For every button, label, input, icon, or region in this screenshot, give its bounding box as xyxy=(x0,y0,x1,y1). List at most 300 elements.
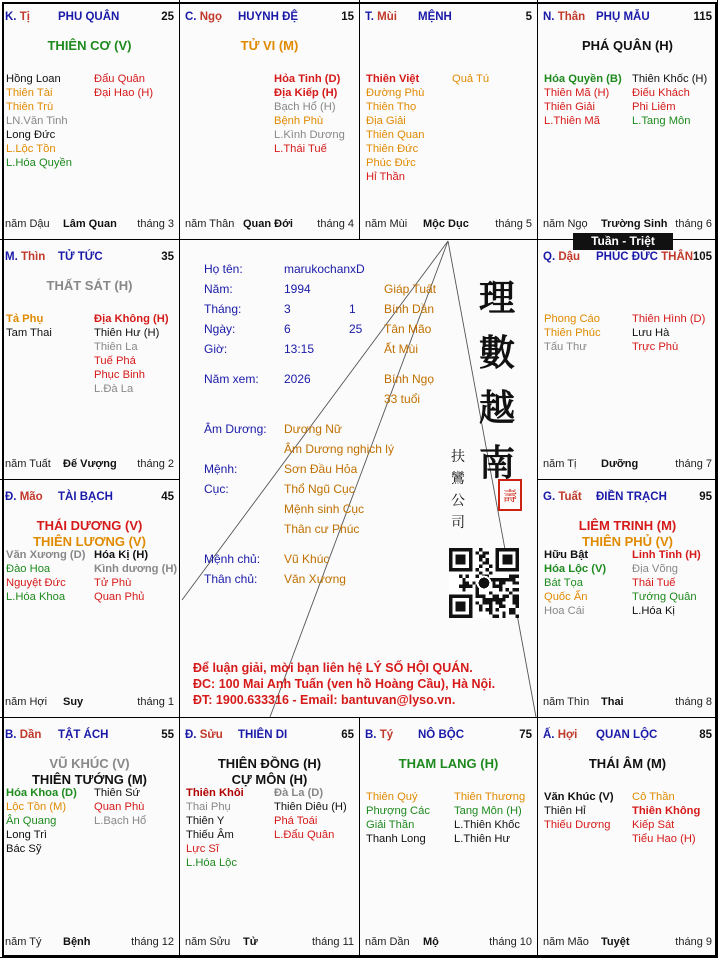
minor-stars-right xyxy=(274,72,345,156)
minor-star: Tả Phụ xyxy=(6,313,44,325)
palace-can: Đ. xyxy=(185,729,197,741)
palace-dai-han: 105 xyxy=(692,251,712,263)
minor-star: Thiên Hư (H) xyxy=(94,327,160,339)
palace-dai-han: 75 xyxy=(519,729,532,741)
minor-star: Thiên Quan xyxy=(366,129,425,141)
palace-chi: Sửu xyxy=(199,729,223,741)
palace-year: năm Sửu xyxy=(185,936,231,948)
palace-header xyxy=(543,491,712,505)
palace-can: Q. xyxy=(543,251,556,263)
minor-stars-right xyxy=(94,312,169,396)
minor-star: Long Đức xyxy=(6,129,56,141)
minor-star: Long Trì xyxy=(6,829,48,841)
palace-thin xyxy=(0,240,180,480)
label-ngay: Ngày: xyxy=(204,322,236,336)
palace-chi: Dậu xyxy=(558,251,581,263)
value-cuc-3: Thân cư Phúc xyxy=(284,522,360,536)
palace-dai-han: 95 xyxy=(699,491,712,503)
palace-stage: Tuyệt xyxy=(601,936,630,948)
minor-star: L.Đẩu Quân xyxy=(274,829,335,841)
minor-star: Điếu Khách xyxy=(632,87,690,99)
palace-dai-han: 35 xyxy=(161,251,174,263)
major-star: LIÊM TRINH (M) xyxy=(578,518,677,533)
palace-can: C. xyxy=(185,11,197,23)
value-nam-xem-can-chi: Bính Ngọ xyxy=(384,372,435,386)
value-menh-chu: Vũ Khúc xyxy=(284,552,330,566)
minor-star: Giải Thần xyxy=(366,819,415,831)
palace-month: tháng 7 xyxy=(675,458,712,470)
palace-year: năm Mão xyxy=(543,936,589,948)
palace-name xyxy=(238,11,298,23)
minor-stars-left xyxy=(366,790,430,846)
palace-can: N. xyxy=(543,11,555,23)
palace-dai-han: 5 xyxy=(525,11,532,23)
minor-star: Cô Thần xyxy=(632,791,675,803)
minor-star: Địa Kiếp (H) xyxy=(274,87,338,99)
palace-can: M. xyxy=(5,251,18,263)
minor-stars-right xyxy=(632,72,707,128)
value-nam-can-chi: Giáp Tuất xyxy=(384,282,437,296)
palace-title: TẬT ÁCH xyxy=(58,729,109,741)
palace-stage: Đế Vượng xyxy=(63,458,117,470)
minor-star: Thiên Phúc xyxy=(544,327,601,339)
minor-star: Thiên Tài xyxy=(6,87,53,99)
minor-star: Thiên Mã (H) xyxy=(544,87,610,99)
palace-title: THIÊN DI xyxy=(238,729,288,741)
minor-stars-left xyxy=(544,790,614,832)
palace-can: B. xyxy=(5,729,17,741)
minor-star: Tiểu Hao (H) xyxy=(632,833,696,845)
major-star: THIÊN ĐỒNG (H) xyxy=(217,756,322,771)
palace-footer xyxy=(543,458,712,472)
minor-star: Thiếu Dương xyxy=(544,819,611,831)
palace-footer xyxy=(5,218,174,232)
svg-text:司: 司 xyxy=(451,515,465,531)
minor-star: Linh Tinh (H) xyxy=(632,549,701,561)
palace-can: Đ. xyxy=(5,491,17,503)
major-star: TỬ VI (M) xyxy=(240,38,299,53)
major-star: VŨ KHÚC (V) xyxy=(49,756,130,771)
minor-star: Hóa Kị (H) xyxy=(94,549,149,561)
minor-star: LN.Văn Tinh xyxy=(6,115,68,127)
minor-stars-right xyxy=(94,548,177,604)
label-thang: Tháng: xyxy=(204,302,242,316)
minor-star: Thiên Sứ xyxy=(94,787,141,799)
palace-name xyxy=(58,251,103,263)
contact-line-1: Để luận giải, mời bạn liên hệ LÝ SỐ HỘI QUÁN. xyxy=(193,661,473,675)
major-star: THIÊN CƠ (V) xyxy=(47,38,132,53)
palace-footer xyxy=(365,218,532,232)
major-star: THIÊN LƯƠNG (V) xyxy=(33,534,146,549)
label-nam-xem: Năm xem: xyxy=(204,372,259,386)
minor-star: L.Hóa Kị xyxy=(632,605,675,617)
minor-star: Đại Hao (H) xyxy=(94,87,154,99)
minor-star: Bệnh Phù xyxy=(274,115,324,127)
palace-header xyxy=(543,729,712,743)
minor-star: Thiên Việt xyxy=(366,73,420,85)
palace-header xyxy=(543,251,712,265)
palace-header xyxy=(543,11,712,25)
value-cuc-2: Mệnh sinh Cục xyxy=(284,502,365,516)
palace-month: tháng 3 xyxy=(137,218,174,230)
minor-star: Bác Sỹ xyxy=(6,843,42,855)
palace-year: năm Dậu xyxy=(5,218,50,230)
palace-title: MỆNH xyxy=(418,11,452,23)
palace-stage: Bệnh xyxy=(63,936,91,948)
value-than-chu: Văn Xương xyxy=(284,572,346,586)
label-nam: Năm: xyxy=(204,282,233,296)
minor-stars-right xyxy=(94,72,153,100)
minor-star: Hóa Khoa (D) xyxy=(6,787,77,799)
tuan-triet-badge: Tuần - Triệt xyxy=(573,233,673,250)
palace-title: TỬ TỨC xyxy=(58,251,103,263)
value-cuc: Thổ Ngũ Cục xyxy=(284,482,355,496)
palace-stage: Dưỡng xyxy=(601,458,639,470)
palace-header xyxy=(5,11,174,25)
minor-star: Đẩu Quân xyxy=(94,73,145,85)
minor-star: L.Hóa Quyền xyxy=(6,157,72,169)
value-gio-can-chi: Ất Mùi xyxy=(384,342,419,356)
palace-chi: Mùi xyxy=(377,11,397,23)
palace-title: QUAN LỘC xyxy=(596,729,658,741)
palace-month: tháng 1 xyxy=(137,696,174,708)
minor-star: Thiên Hình (D) xyxy=(632,313,706,325)
svg-text:扶: 扶 xyxy=(451,449,465,465)
minor-star: Ân Quang xyxy=(6,815,57,827)
minor-stars-left xyxy=(6,312,52,340)
minor-star: Thiếu Âm xyxy=(186,829,234,841)
minor-star: Văn Xương (D) xyxy=(6,549,86,561)
value-ngay-duong: 6 xyxy=(284,322,291,336)
palace-can: G. xyxy=(543,491,556,503)
minor-star: Tam Thai xyxy=(6,327,52,339)
contact-line-3: ĐT: 1900.633316 - Email: bantuvan@lyso.vn. xyxy=(193,693,456,707)
minor-star: L.Tang Môn xyxy=(632,115,691,127)
minor-star: Phi Liêm xyxy=(632,101,676,113)
palace-dai-han: 65 xyxy=(341,729,354,741)
label-menh: Mệnh: xyxy=(204,462,238,476)
palace-header xyxy=(5,251,174,265)
palace-stage: Thai xyxy=(601,696,624,708)
minor-star: Phong Cáo xyxy=(544,313,600,325)
contact-line-2: ĐC: 100 Mai Anh Tuấn (ven hồ Hoàng Cầu), Hà Nội. xyxy=(193,677,496,691)
palace-name xyxy=(596,729,657,741)
minor-star: Đà La (D) xyxy=(274,787,324,799)
palace-footer xyxy=(543,218,712,232)
palace-month: tháng 11 xyxy=(311,936,354,948)
minor-star: Hóa Quyền (B) xyxy=(544,73,622,85)
label-ho-ten: Họ tên: xyxy=(204,262,243,276)
minor-star: Hỏa Tinh (D) xyxy=(274,73,341,85)
palace-header xyxy=(365,729,532,743)
major-star: THẤT SÁT (H) xyxy=(46,278,133,293)
minor-stars-right xyxy=(94,786,146,828)
svg-text:數: 數 xyxy=(478,332,516,374)
minor-star: Thiên Y xyxy=(186,815,225,827)
value-thang-am: 1 xyxy=(349,302,356,316)
palace-title: PHÚC ĐỨC xyxy=(596,251,658,263)
minor-star: Thiên La xyxy=(94,341,138,353)
minor-stars-right xyxy=(452,72,489,86)
palace-month: tháng 6 xyxy=(675,218,712,230)
palace-name xyxy=(418,11,452,23)
minor-star: Lực Sĩ xyxy=(186,843,219,855)
palace-ty xyxy=(360,718,538,958)
minor-star: Trực Phù xyxy=(632,341,679,353)
palace-month: tháng 10 xyxy=(489,936,532,948)
palace-can: T. xyxy=(365,11,374,23)
palace-mao xyxy=(0,480,180,718)
minor-star: Phượng Các xyxy=(366,805,430,817)
minor-stars-left xyxy=(544,548,606,618)
minor-star: Thiên Đức xyxy=(366,143,419,155)
minor-star: Kình dương (H) xyxy=(94,563,178,575)
palace-footer xyxy=(5,458,174,472)
major-star: THAM LANG (H) xyxy=(398,756,499,771)
minor-star: L.Hóa Lộc xyxy=(186,857,237,869)
minor-star: Hóa Lộc (V) xyxy=(544,563,607,575)
palace-dai-han: 55 xyxy=(161,729,174,741)
palace-dai-han: 25 xyxy=(161,11,174,23)
palace-suu xyxy=(180,718,360,958)
minor-star: Phúc Đức xyxy=(366,157,416,169)
palace-stage: Mộ xyxy=(423,936,439,948)
value-menh: Sơn Đầu Hỏa xyxy=(284,462,358,476)
minor-star: Thai Phụ xyxy=(186,801,231,813)
minor-stars-left xyxy=(544,72,622,128)
minor-star: Hồng Loan xyxy=(6,73,61,85)
palace-header xyxy=(185,729,354,743)
value-am-duong-2: Âm Dương nghịch lý xyxy=(284,442,394,456)
calligraphy-logo xyxy=(467,270,527,525)
minor-star: Thiên Khôi xyxy=(186,787,244,799)
minor-stars-left xyxy=(6,72,72,170)
palace-year: năm Tị xyxy=(543,458,577,470)
minor-star: L.Thiên Khốc xyxy=(454,819,520,831)
palace-month: tháng 4 xyxy=(317,218,354,230)
palace-chi: Hợi xyxy=(557,729,578,741)
minor-star: Hữu Bật xyxy=(544,549,589,561)
palace-title: PHU QUÂN xyxy=(58,11,120,23)
minor-star: L.Lộc Tồn xyxy=(6,143,56,155)
minor-star: Phá Toái xyxy=(274,815,318,827)
value-thang-can-chi: Bính Dần xyxy=(384,302,435,316)
palace-name xyxy=(58,11,119,23)
minor-star: Lộc Tồn (M) xyxy=(6,801,67,813)
minor-star: Thiên Thương xyxy=(454,791,526,803)
minor-star: Thiên Hỉ xyxy=(544,805,586,817)
minor-star: Tấu Thư xyxy=(544,341,587,353)
palace-year: năm Hợi xyxy=(5,696,48,708)
palace-can: K. xyxy=(5,11,17,23)
minor-star: Thiên Không xyxy=(632,805,701,817)
minor-star: Địa Không (H) xyxy=(94,313,169,325)
minor-stars-right xyxy=(632,548,701,618)
palace-can: Ấ. xyxy=(543,729,555,741)
palace-year: năm Dần xyxy=(365,936,410,948)
value-nam: 1994 xyxy=(284,282,311,296)
palace-year: năm Tý xyxy=(5,936,42,948)
palace-chi: Thìn xyxy=(20,251,46,263)
minor-star: Kiếp Sát xyxy=(632,819,675,831)
palace-footer xyxy=(185,936,354,950)
minor-star: Địa Giải xyxy=(366,115,406,127)
palace-title: PHỤ MẪU xyxy=(596,11,650,23)
minor-stars-left xyxy=(6,786,77,856)
palace-footer xyxy=(5,936,174,950)
value-thang-duong: 3 xyxy=(284,302,291,316)
minor-star: Thiên Diêu (H) xyxy=(274,801,347,813)
value-am-duong: Dương Nữ xyxy=(284,422,342,436)
palace-tuat xyxy=(538,480,718,718)
palace-chi: Ngọ xyxy=(199,11,223,23)
palace-year: năm Thìn xyxy=(543,696,590,708)
value-tuoi: 33 tuổi xyxy=(384,392,421,406)
value-ho-ten: marukochanxD xyxy=(284,262,365,276)
minor-star: Bát Tọa xyxy=(544,577,583,589)
palace-dau xyxy=(538,240,718,480)
palace-name xyxy=(58,491,113,503)
palace-can: B. xyxy=(365,729,377,741)
palace-name xyxy=(238,729,287,741)
minor-star: L.Kình Dương xyxy=(274,129,345,141)
palace-than xyxy=(538,0,718,240)
major-star: THÁI ÂM (M) xyxy=(588,756,667,771)
palace-title: TÀI BẠCH xyxy=(58,491,113,503)
palace-footer xyxy=(543,696,712,710)
palace-dai-han: 15 xyxy=(341,11,354,23)
svg-text:鸞: 鸞 xyxy=(451,471,465,487)
label-than-chu: Thân chủ: xyxy=(204,572,258,586)
palace-month: tháng 12 xyxy=(131,936,174,948)
major-star: PHÁ QUÂN (H) xyxy=(582,38,673,53)
value-ngay-am: 25 xyxy=(349,322,363,336)
minor-star: Đường Phù xyxy=(366,87,425,99)
minor-star: Tử Phù xyxy=(94,577,132,589)
palace-hoi xyxy=(538,718,718,958)
palace-stage: Lâm Quan xyxy=(63,218,117,230)
palace-than-tag: THÂN xyxy=(661,251,694,263)
label-menh-chu: Mệnh chủ: xyxy=(204,552,261,566)
palace-title: ĐIỀN TRẠCH xyxy=(596,491,667,503)
minor-star: L.Thiên Mã xyxy=(544,115,600,127)
palace-year: năm Thân xyxy=(185,218,235,230)
palace-footer xyxy=(543,936,712,950)
palace-dai-han: 85 xyxy=(699,729,712,741)
minor-star: Thái Tuế xyxy=(632,577,676,589)
palace-chi: Tý xyxy=(379,729,394,741)
palace-ngo xyxy=(180,0,360,240)
palace-footer xyxy=(365,936,532,950)
minor-stars-left xyxy=(186,786,244,870)
label-gio: Giờ: xyxy=(204,342,228,356)
palace-header xyxy=(185,11,354,25)
major-star: THÁI DƯƠNG (V) xyxy=(36,518,143,533)
minor-stars-left xyxy=(366,72,424,184)
minor-star: Thanh Long xyxy=(366,833,426,845)
palace-ti xyxy=(0,0,180,240)
palace-year: năm Tuất xyxy=(5,458,51,470)
palace-chi: Tuất xyxy=(558,491,582,503)
palace-name xyxy=(596,251,693,263)
palace-chi: Thân xyxy=(557,11,586,23)
minor-star: Thiên Thọ xyxy=(366,101,417,113)
minor-star: Bạch Hổ (H) xyxy=(274,101,336,113)
minor-star: Hỉ Thần xyxy=(366,171,405,183)
label-cuc: Cục: xyxy=(204,482,229,496)
value-ngay-can-chi: Tân Mão xyxy=(384,322,432,336)
palace-name xyxy=(596,11,650,23)
palace-chi: Dần xyxy=(19,729,42,741)
minor-star: Hoa Cái xyxy=(544,605,585,617)
minor-star: Thiên Trù xyxy=(6,101,54,113)
major-star: THIÊN TƯỚNG (M) xyxy=(31,772,148,787)
minor-star: Phục Binh xyxy=(94,369,145,381)
svg-text:南: 南 xyxy=(478,442,516,484)
svg-text:公: 公 xyxy=(451,493,465,509)
minor-star: Lưu Hà xyxy=(632,327,670,339)
minor-star: Quốc Ấn xyxy=(544,591,588,603)
minor-star: Văn Khúc (V) xyxy=(544,791,614,803)
minor-stars-right xyxy=(632,790,700,846)
seal-small-text xyxy=(448,445,468,535)
palace-year: năm Mùi xyxy=(365,218,408,230)
minor-star: Quan Phù xyxy=(94,801,145,813)
palace-title: NÔ BỘC xyxy=(418,729,464,741)
svg-text:壽: 壽 xyxy=(503,489,517,505)
palace-chi: Mão xyxy=(19,491,43,503)
minor-star: Tang Môn (H) xyxy=(454,805,522,817)
minor-star: Tướng Quân xyxy=(632,591,697,603)
palace-stage: Quan Đới xyxy=(243,218,293,230)
palace-stage: Mộc Dục xyxy=(423,218,469,230)
minor-star: L.Hóa Khoa xyxy=(6,591,66,603)
minor-star: L.Thiên Hư xyxy=(454,833,510,845)
minor-star: L.Đà La xyxy=(94,383,134,395)
value-nam-xem: 2026 xyxy=(284,372,311,386)
palace-name xyxy=(58,729,108,741)
minor-stars-right xyxy=(454,790,525,846)
palace-stage: Suy xyxy=(63,696,84,708)
palace-chi: Tị xyxy=(19,11,30,23)
minor-stars-right xyxy=(274,786,347,842)
minor-star: Thiên Quý xyxy=(366,791,418,803)
minor-star: Quan Phủ xyxy=(94,591,145,603)
palace-mui xyxy=(360,0,538,240)
palace-dan xyxy=(0,718,180,958)
palace-dai-han: 115 xyxy=(693,11,712,23)
minor-star: L.Thái Tuế xyxy=(274,143,327,155)
palace-header xyxy=(5,491,174,505)
palace-month: tháng 5 xyxy=(495,218,532,230)
palace-name xyxy=(596,491,667,503)
palace-month: tháng 2 xyxy=(137,458,174,470)
minor-star: L.Bạch Hổ xyxy=(94,815,147,827)
palace-footer xyxy=(5,696,174,710)
minor-star: Địa Võng xyxy=(632,563,679,575)
minor-stars-left xyxy=(544,312,601,354)
value-gio: 13:15 xyxy=(284,342,315,356)
svg-text:越: 越 xyxy=(478,387,516,429)
palace-header xyxy=(365,11,532,25)
minor-star: Nguyệt Đức xyxy=(6,577,66,589)
minor-star: Thiên Khốc (H) xyxy=(632,73,708,85)
minor-star: Quả Tú xyxy=(452,73,490,85)
palace-title: HUYNH ĐỆ xyxy=(238,11,299,23)
palace-dai-han: 45 xyxy=(161,491,174,503)
qr-code-icon xyxy=(449,548,519,618)
palace-stage: Tử xyxy=(243,936,258,948)
